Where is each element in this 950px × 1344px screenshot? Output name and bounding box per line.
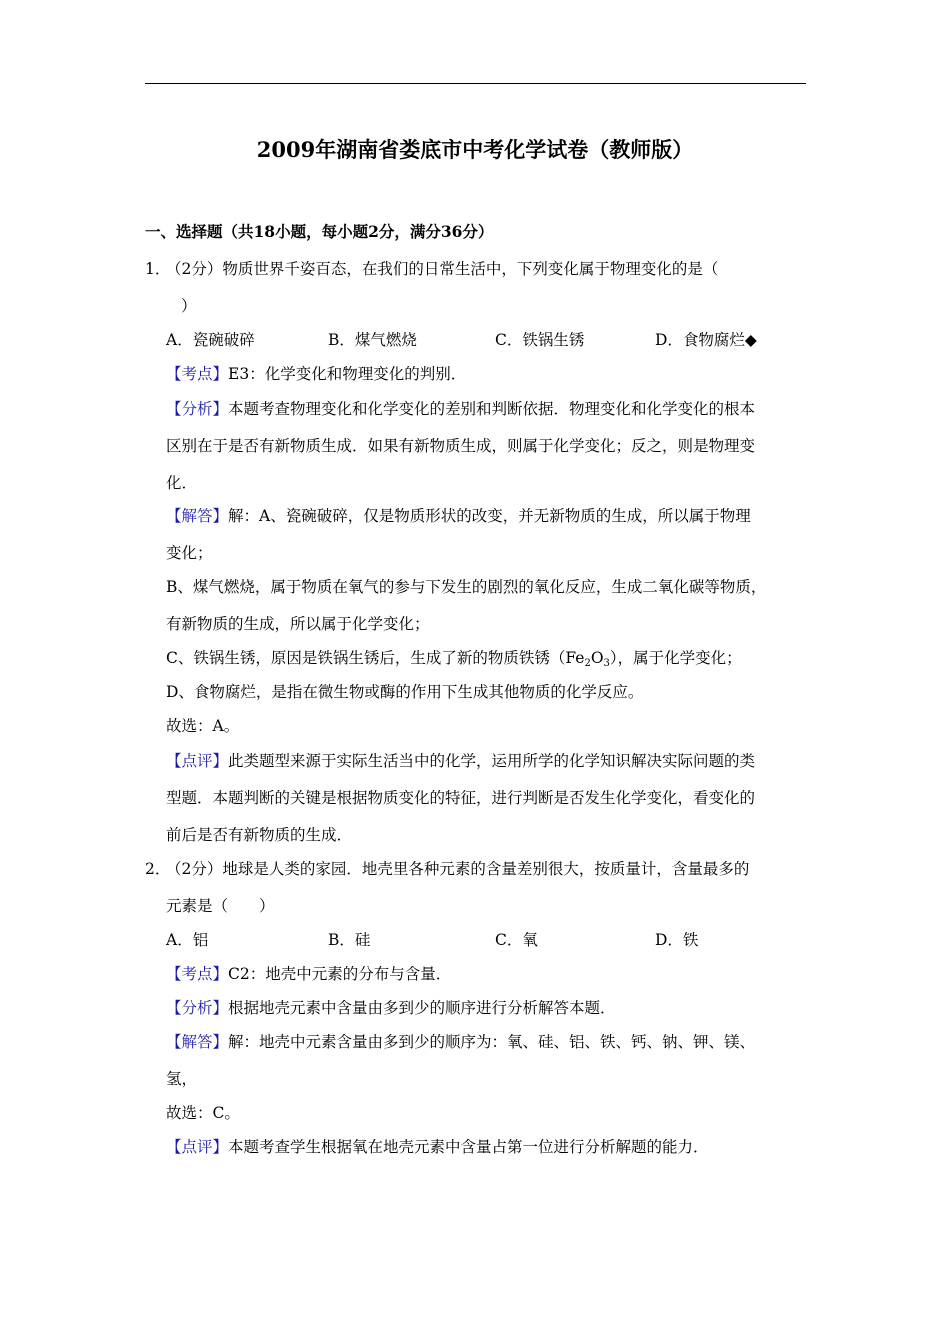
header-rule: [145, 83, 806, 84]
question-1-jieda-line2: 变化；: [166, 544, 213, 562]
question-2-jieda-line1: [166, 1032, 755, 1052]
question-1-option-a: A．瓷碗破碎: [166, 331, 255, 349]
jieda-line5-pre: C、铁锅生锈，原因是铁锅生锈后，生成了新的物质铁锈（Fe: [166, 649, 585, 667]
question-2-jieda-line2: 氢，: [166, 1070, 198, 1088]
question-1-fenxi-line1: [166, 399, 755, 419]
dianping-text: 此类题型来源于实际生活当中的化学，运用所学的化学知识解决实际问题的类: [228, 752, 756, 770]
question-1-option-d: D．食物腐烂◆: [655, 331, 757, 349]
question-1-dianping-line2: 型题．本题判断的关键是根据物质变化的特征，进行判断是否发生化学变化，看变化的: [166, 789, 756, 807]
question-1-stem-line1: （2分）物质世界千姿百态，在我们的日常生活中，下列变化属于物理变化的是（: [166, 260, 719, 278]
question-1-jieda-line4: 有新物质的生成，所以属于化学变化；: [166, 615, 430, 633]
kaodian-text: C2：地壳中元素的分布与含量．: [228, 965, 452, 983]
fenxi-text: 本题考查物理变化和化学变化的差别和判断依据．物理变化和化学变化的根本: [228, 400, 756, 418]
jieda-text: 解：A、瓷碗破碎，仅是物质形状的改变，并无新物质的生成，所以属于物理: [228, 507, 751, 525]
jieda-line5-mid: O: [590, 649, 604, 667]
fe2o3-sub-3: 3: [603, 658, 610, 669]
question-2-option-a: A．铝: [166, 931, 209, 949]
question-1-option-c: C．铁锅生锈: [495, 331, 585, 349]
question-1-jieda-line1: [166, 506, 751, 526]
question-1-jieda-line5: [166, 648, 742, 668]
jieda-text: 解：地壳中元素含量由多到少的顺序为：氧、硅、铝、铁、钙、钠、钾、镁、: [228, 1033, 756, 1051]
fe2o3-sub-2: 2: [584, 658, 591, 669]
question-2-jieda-line3: 故选：C。: [166, 1104, 240, 1122]
section-heading: 一、选择题（共18小题，每小题2分，满分36分）: [145, 222, 494, 241]
question-1-fenxi-line2: 区别在于是否有新物质生成．如果有新物质生成，则属于化学变化；反之，则是物理变: [166, 437, 756, 455]
kaodian-label: 【考点】: [166, 965, 229, 983]
question-1-option-b: B．煤气燃烧: [328, 331, 417, 349]
question-1-jieda-line7: 故选：A。: [166, 717, 240, 735]
question-2-option-c: C．氧: [495, 931, 538, 949]
dianping-label: 【点评】: [166, 752, 229, 770]
question-2-number: 2．: [145, 860, 171, 878]
kaodian-label: 【考点】: [166, 365, 229, 383]
question-2-option-b: B．硅: [328, 931, 371, 949]
fenxi-label: 【分析】: [166, 400, 229, 418]
dianping-text: 本题考查学生根据氧在地壳元素中含量占第一位进行分析解题的能力．: [228, 1138, 709, 1156]
question-2-option-d: D．铁: [655, 931, 699, 949]
jieda-label: 【解答】: [166, 1033, 229, 1051]
fenxi-label: 【分析】: [166, 999, 229, 1017]
question-2-fenxi: [166, 998, 616, 1018]
question-2-kaodian: [166, 964, 451, 984]
dianping-label: 【点评】: [166, 1138, 229, 1156]
question-1-stem-line2: ）: [181, 297, 197, 315]
question-1-dianping-line3: 前后是否有新物质的生成．: [166, 826, 353, 844]
question-2-stem-line2: 元素是（ ）: [166, 897, 275, 915]
fenxi-text: 根据地壳元素中含量由多到少的顺序进行分析解答本题．: [228, 999, 616, 1017]
question-1-kaodian: [166, 364, 466, 384]
kaodian-text: E3：化学变化和物理变化的判别．: [228, 365, 467, 383]
question-2-dianping: [166, 1137, 709, 1157]
question-1-jieda-line3: B、煤气燃烧，属于物质在氧气的参与下发生的剧烈的氧化反应，生成二氧化碳等物质，: [166, 578, 767, 596]
question-2-stem-line1: （2分）地球是人类的家园．地壳里各种元素的含量差别很大，按质量计，含量最多的: [166, 860, 750, 878]
jieda-line5-post: ），属于化学变化；: [609, 649, 742, 667]
page-title: 2009年湖南省娄底市中考化学试卷（教师版）: [256, 137, 694, 162]
jieda-label: 【解答】: [166, 507, 229, 525]
question-1-fenxi-line3: 化．: [166, 474, 198, 492]
question-1-jieda-line6: D、食物腐烂，是指在微生物或酶的作用下生成其他物质的化学反应。: [166, 683, 644, 701]
question-1-dianping-line1: [166, 751, 755, 771]
question-1-number: 1．: [145, 260, 171, 278]
